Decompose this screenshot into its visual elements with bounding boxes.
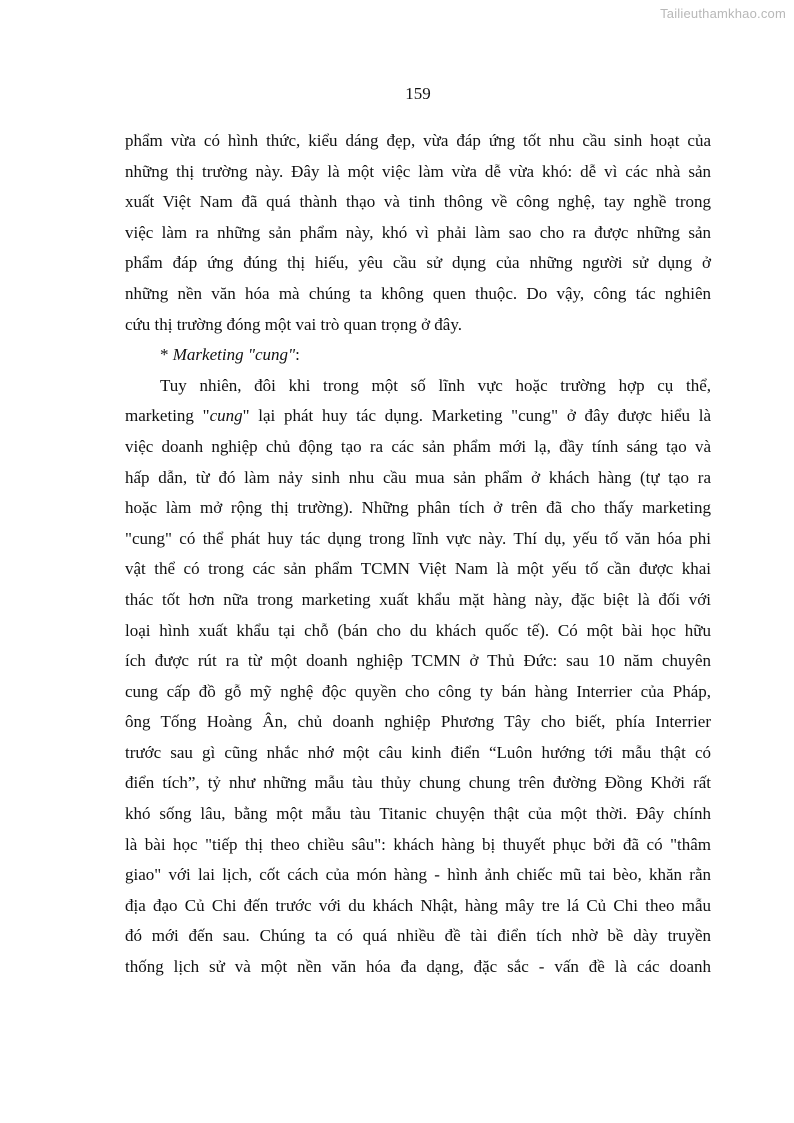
text-line: thác tốt hơn nữa trong marketing xuất khẩu mặt hàng này, đặc biệt là đối với [125, 589, 711, 609]
text-line: thống lịch sử và một nền văn hóa đa dạng, đặc sắc - vấn đề là các doanh [125, 957, 711, 977]
text-line: những thị trường này. Đây là một việc làm vừa dễ vừa khó: dễ vì các nhà sản [125, 161, 711, 181]
text-line: khó sống lâu, bằng một mẫu tàu Titanic chuyện thật của một thời. Đây chính [125, 804, 711, 824]
section-heading [125, 340, 711, 371]
text-line: những nền văn hóa mà chúng ta không quen thuộc. Do vậy, công tác nghiên [125, 283, 711, 303]
text-line: việc làm ra những sản phẩm này, khó vì phải làm sao cho ra được những sản [125, 222, 711, 242]
paragraph-intro [125, 126, 711, 340]
text-line: phẩm vừa có hình thức, kiểu dáng đẹp, vừa đáp ứng tốt nhu cầu sinh hoạt của [125, 131, 711, 150]
heading-prefix: * [160, 345, 173, 365]
document-body [125, 126, 711, 983]
page-number: 159 [405, 84, 431, 103]
heading-suffix: : [295, 345, 300, 365]
text-line: giao" với lai lịch, cốt cách của món hàng - hình ảnh chiếc mũ tai bèo, khăn rằn [125, 865, 711, 885]
paragraph-marketing-cung [125, 371, 711, 983]
watermark: Tailieuthamkhao.com [660, 6, 786, 21]
text-run: marketing " [125, 406, 210, 426]
text-run: " lại phát huy tác dụng. Marketing "cung" ở đây được hiểu là [242, 406, 711, 426]
text-line: xuất Việt Nam đã quá thành thạo và tinh thông về công nghệ, tay nghề trong [125, 192, 711, 212]
text-line: việc doanh nghiệp chủ động tạo ra các sản phẩm mới lạ, đầy tính sáng tạo và [125, 436, 711, 456]
text-line: đó mới đến sau. Chúng ta có quá nhiều đề tài điển tích nhờ bề dày truyền [125, 926, 711, 946]
text-line: ông Tống Hoàng Ân, chủ doanh nghiệp Phương Tây cho biết, phía Interrier [125, 712, 711, 732]
text-line: phẩm đáp ứng đúng thị hiếu, yêu cầu sử dụng của những người sử dụng ở [125, 253, 711, 273]
text-line: hấp dẫn, từ đó làm nảy sinh nhu cầu mua sản phẩm ở khách hàng (tự tạo ra [125, 467, 711, 487]
text-line: Tuy nhiên, đôi khi trong một số lĩnh vực hoặc trường hợp cụ thể, [160, 375, 711, 395]
text-line: hoặc làm mở rộng thị trường). Những phân tích ở trên đã cho thấy marketing [125, 498, 711, 518]
text-line: loại hình xuất khẩu tại chỗ (bán cho du khách quốc tế). Có một bài học hữu [125, 620, 711, 640]
text-line: cung cấp đồ gỗ mỹ nghệ độc quyền cho công ty bán hàng Interrier của Pháp, [125, 681, 711, 701]
text-line: là bài học "tiếp thị theo chiều sâu": khách hàng bị thuyết phục bởi đã có "thâm [125, 834, 711, 854]
text-line: vật thể có trong các sản phẩm TCMN Việt Nam là một yếu tố cần được khai [125, 559, 711, 579]
text-line [125, 401, 711, 432]
text-line: ích được rút ra từ một doanh nghiệp TCMN ở Thủ Đức: sau 10 năm chuyên [125, 651, 711, 671]
text-line: địa đạo Củ Chi đến trước với du khách Nhật, hàng mây tre lá Củ Chi theo mẫu [125, 895, 711, 915]
text-line: "cung" có thể phát huy tác dụng trong lĩnh vực này. Thí dụ, yếu tố văn hóa phi [125, 528, 711, 548]
heading-title: Marketing "cung" [172, 345, 296, 365]
text-line: điển tích”, tỷ như những mẫu tàu thủy chung chung trên đường Đồng Khởi rất [125, 773, 711, 793]
text-line: trước sau gì cũng nhắc nhớ một câu kinh điển “Luôn hướng tới mẫu thật có [125, 742, 711, 762]
text-line: cứu thị trường đóng một vai trò quan trọng ở đây. [125, 314, 463, 334]
text-run-italic: cung [209, 406, 243, 426]
